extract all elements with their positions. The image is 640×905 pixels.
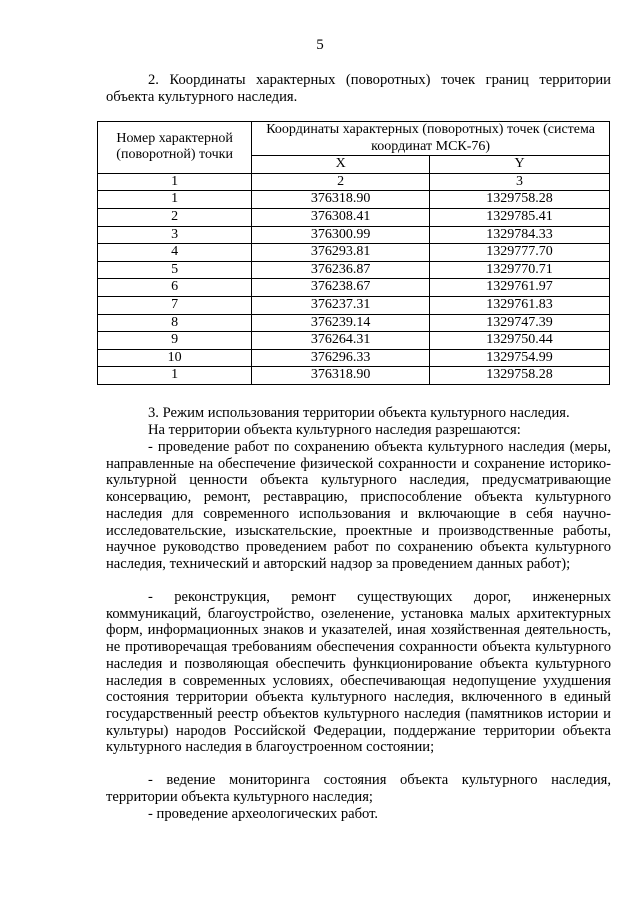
table-row — [98, 279, 610, 297]
table-row — [98, 314, 610, 332]
y-coordinate-cell: 1329770.71 — [430, 261, 610, 279]
y-coordinate-cell: 1329785.41 — [430, 208, 610, 226]
table-row — [98, 226, 610, 244]
y-coordinate-cell: 1329784.33 — [430, 226, 610, 244]
x-coordinate-cell: 376318.90 — [252, 367, 430, 385]
x-coordinate-cell: 376293.81 — [252, 244, 430, 262]
y-coordinate-cell: 1329754.99 — [430, 349, 610, 367]
y-coordinate-cell: 1329761.83 — [430, 296, 610, 314]
y-coordinate-cell: 1329747.39 — [430, 314, 610, 332]
permitted-item: - проведение археологических работ. — [148, 806, 379, 822]
table-header-row — [98, 122, 610, 156]
section3-intro: На территории объекта культурного наследия разрешаются: — [148, 422, 521, 438]
table-row — [98, 244, 610, 262]
point-number-cell: 4 — [98, 244, 252, 262]
point-number-cell: 3 — [98, 226, 252, 244]
table-row — [98, 349, 610, 367]
point-number-cell: 7 — [98, 296, 252, 314]
page-number: 5 — [316, 37, 324, 53]
point-number-cell: 10 — [98, 349, 252, 367]
table-numbering-row — [98, 173, 610, 191]
header-x: X — [252, 156, 430, 174]
x-coordinate-cell: 376238.67 — [252, 279, 430, 297]
y-coordinate-cell: 1329750.44 — [430, 332, 610, 350]
point-number-cell: 2 — [98, 208, 252, 226]
x-coordinate-cell: 376308.41 — [252, 208, 430, 226]
y-coordinate-cell: 1329758.28 — [430, 191, 610, 209]
section2-heading: 2. Координаты характерных (поворотных) точек границ территории объекта культурного наследия. — [106, 72, 611, 105]
x-coordinate-cell: 376296.33 — [252, 349, 430, 367]
table-row — [98, 208, 610, 226]
coordinates-table — [97, 121, 610, 385]
table-row — [98, 261, 610, 279]
header-y: Y — [430, 156, 610, 174]
y-coordinate-cell: 1329761.97 — [430, 279, 610, 297]
point-number-cell: 1 — [98, 191, 252, 209]
point-number-cell: 1 — [98, 367, 252, 385]
table-row — [98, 367, 610, 385]
y-coordinate-cell: 1329777.70 — [430, 244, 610, 262]
permitted-item: - ведение мониторинга состояния объекта культурного наследия, территории объекта культурного наследия; — [106, 772, 611, 805]
permitted-item: - проведение работ по сохранению объекта культурного наследия (меры, направленные на обеспечение физической сохранности и сохранение историко-культурной ценности объекта культурного наследия, предусматривающие консервацию, ремонт, реставрацию, приспособление объекта культурного наследия для современного использования и включающие в себя научно-исследовательские, изыскательские, проектные и производственные работы, научное руководство проведением работ по сохранению объекта культурного наследия, технический и авторский надзор за проведением данных работ); — [106, 439, 611, 572]
numbering-cell: 1 — [98, 173, 252, 191]
x-coordinate-cell: 376318.90 — [252, 191, 430, 209]
point-number-cell: 9 — [98, 332, 252, 350]
point-number-cell: 5 — [98, 261, 252, 279]
y-coordinate-cell: 1329758.28 — [430, 367, 610, 385]
section3-heading: 3. Режим использования территории объекта культурного наследия. — [148, 405, 570, 421]
permitted-item: - реконструкция, ремонт существующих дорог, инженерных коммуникаций, благоустройство, озеленение, установка малых архитектурных форм, информационных знаков и указателей, иная хозяйственная деятельность, не противоречащая требованиям обеспечения сохранности объекта культурного наследия и позволяющая обеспечить функционирование объекта культурного наследия в современных условиях, обеспечивающая недопущение ухудшения состояния территории объекта культурного наследия, включенного в единый государственный реестр объектов культурного наследия (памятников истории и культуры) народов Российской Федерации, поддержание территории объекта культурного наследия в благоустроенном состоянии; — [106, 589, 611, 756]
x-coordinate-cell: 376264.31 — [252, 332, 430, 350]
point-number-cell: 6 — [98, 279, 252, 297]
table-row — [98, 296, 610, 314]
point-number-cell: 8 — [98, 314, 252, 332]
x-coordinate-cell: 376236.87 — [252, 261, 430, 279]
numbering-cell: 2 — [252, 173, 430, 191]
table-row — [98, 191, 610, 209]
x-coordinate-cell: 376237.31 — [252, 296, 430, 314]
numbering-cell: 3 — [430, 173, 610, 191]
x-coordinate-cell: 376300.99 — [252, 226, 430, 244]
header-coordinates: Координаты характерных (поворотных) точек (система координат МСК-76) — [252, 122, 610, 156]
table-row — [98, 332, 610, 350]
x-coordinate-cell: 376239.14 — [252, 314, 430, 332]
header-point-number: Номер характерной (поворотной) точки — [98, 122, 252, 174]
